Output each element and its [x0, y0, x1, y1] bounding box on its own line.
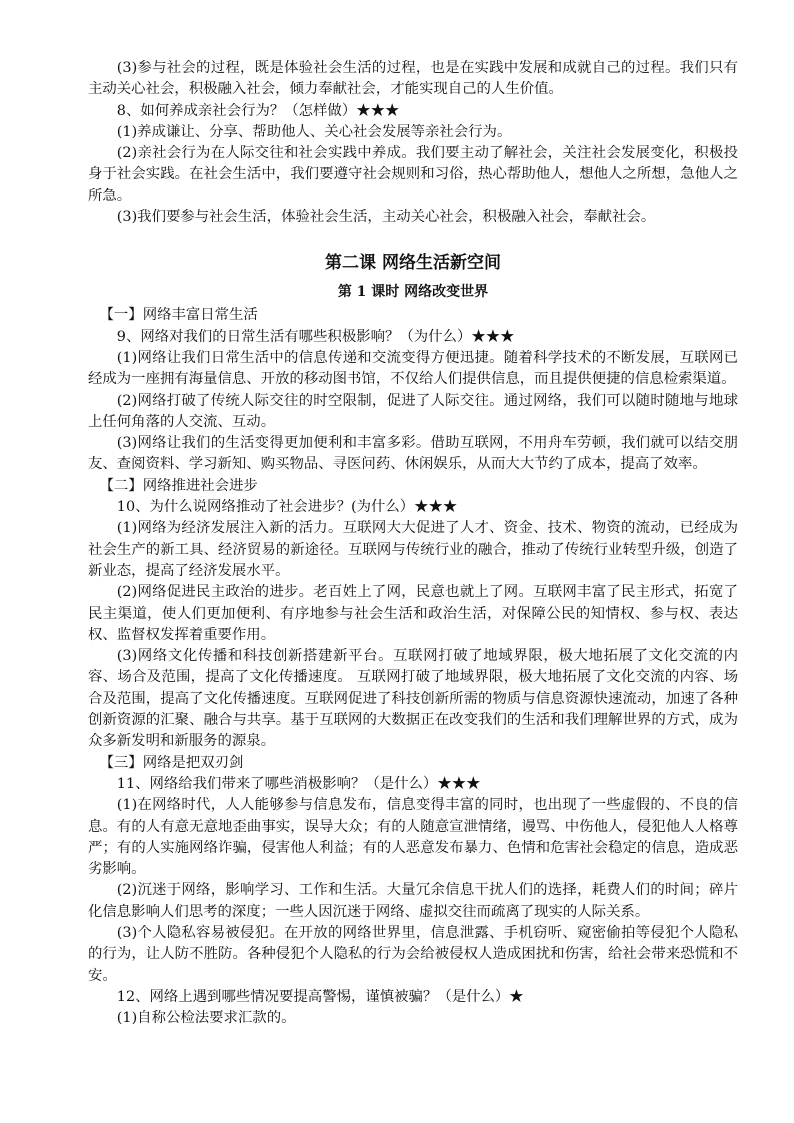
lesson-title: 第二课 网络生活新空间 — [325, 253, 501, 274]
q10-answer-1: (1)网络为经济发展注入新的活力。互联网大大促进了人才、资金、技术、物资的流动，已经成为社会生产的新工具、经济贸易的新途径。互联网与传统行业的融合，推动了传统行业转型升级，创造了新业态，提高了经济发展水平。 — [88, 520, 738, 579]
question-9: 9、网络对我们的日常生活有哪些积极影响？（为什么）★★★ — [116, 328, 515, 345]
q11-answer-2: (2)沉迷于网络，影响学习、工作和生活。大量冗余信息干扰人们的选择，耗费人们的时间；碎片化信息影响人们思考的深度；一些人因沉迷于网络、虚拟交往而疏离了现实的人际关系。 — [88, 882, 738, 920]
q8-answer-2: (2)亲社会行为在人际交往和社会实践中养成。我们要主动了解社会，关注社会发展变化，积极投身于社会实践。在社会生活中，我们要遵守社会规则和习俗，热心帮助他人，想他人之所想，急他人之所急。 — [88, 145, 738, 204]
question-12: 12、网络上遇到哪些情况要提高警惕，谨慎被骗？（是什么）★ — [116, 988, 524, 1005]
question-11: 11、网络给我们带来了哪些消极影响？（是什么）★★★ — [116, 775, 481, 792]
q10-answer-3: (3)网络文化传播和科技创新搭建新平台。互联网打破了地域界限，极大地拓展了文化交流的内容、场合及范围，提高了文化传播速度。 互联网打破了地域界限，极大地拓展了文化交流的内容、场合及范围，提高了文化传播速度。互联网促进了科技创新所需的物质与信息资源快速流动，加速了各种创新资源的汇聚、融合与共享。基于互联网的大数据正在改变我们的生活和我们理解世界的方式，成为众多新发明和新服务的源泉。 — [88, 648, 738, 750]
question-8: 8、如何养成亲社会行为？（怎样做）★★★ — [116, 102, 400, 119]
question-10: 10、为什么说网络推动了社会进步？(为什么）★★★ — [116, 499, 458, 516]
class-title: 第 1 课时 网络改变世界 — [337, 284, 489, 301]
q8-answer-3: (3)我们要参与社会生活，体验社会生活，主动关心社会，积极融入社会，奉献社会。 — [116, 209, 656, 226]
section-3-heading: 【三】网络是把双刃剑 — [99, 754, 244, 771]
q9-answer-2: (2)网络打破了传统人际交往的时空限制，促进了人际交往。通过网络，我们可以随时随地与地球上任何角落的人交流、互动。 — [88, 392, 738, 430]
document-page — [88, 58, 738, 1029]
section-1-heading: 【一】网络丰富日常生活 — [99, 307, 258, 324]
q10-answer-2: (2)网络促进民主政治的进步。老百姓上了网，民意也就上了网。互联网丰富了民主形式，拓宽了民主渠道，使人们更加便利、有序地参与社会生活和政治生活，对保障公民的知情权、参与权、表达权、监督权发挥着重要作用。 — [88, 584, 738, 643]
q9-answer-1: (1)网络让我们日常生活中的信息传递和交流变得方便迅捷。随着科学技术的不断发展，互联网已经成为一座拥有海量信息、开放的移动图书馆，不仅给人们提供信息，而且提供便捷的信息检索渠道。 — [88, 349, 738, 388]
q12-answer-1: (1)自称公检法要求汇款的。 — [116, 1010, 296, 1027]
q11-answer-1: (1)在网络时代，人人能够参与信息发布，信息变得丰富的同时，也出现了一些虚假的、不良的信息。有的人有意无意地歪曲事实，误导大众；有的人随意宣泄情绪，谩骂、中伤他人，侵犯他人人格尊严；有的人实施网络诈骗，侵害他人利益；有的人恶意发布暴力、色情和危害社会稳定的信息，造成恶劣影响。 — [88, 797, 738, 878]
q11-answer-3: (3)个人隐私容易被侵犯。在开放的网络世界里，信息泄露、手机窃听、窥密偷拍等侵犯个人隐私的行为，让人防不胜防。各种侵犯个人隐私的行为会给被侵权人造成困扰和伤害，给社会带来恐慌和不安。 — [88, 924, 738, 984]
section-2-heading: 【二】网络推进社会进步 — [99, 477, 258, 494]
intro-paragraph: (3)参与社会的过程，既是体验社会生活的过程，也是在实践中发展和成就自己的过程。我们只有主动关心社会，积极融入社会，倾力奉献社会，才能实现自己的人生价值。 — [88, 60, 738, 98]
q8-answer-1: (1)养成谦让、分享、帮助他人、关心社会发展等亲社会行为。 — [116, 123, 512, 140]
q9-answer-3: (3)网络让我们的生活变得更加便利和丰富多彩。借助互联网，不用舟车劳顿，我们就可以结交朋友、查阅资料、学习新知、购买物品、寻医问药、休闲娱乐，从而大大节约了成本，提高了效率。 — [88, 435, 738, 473]
